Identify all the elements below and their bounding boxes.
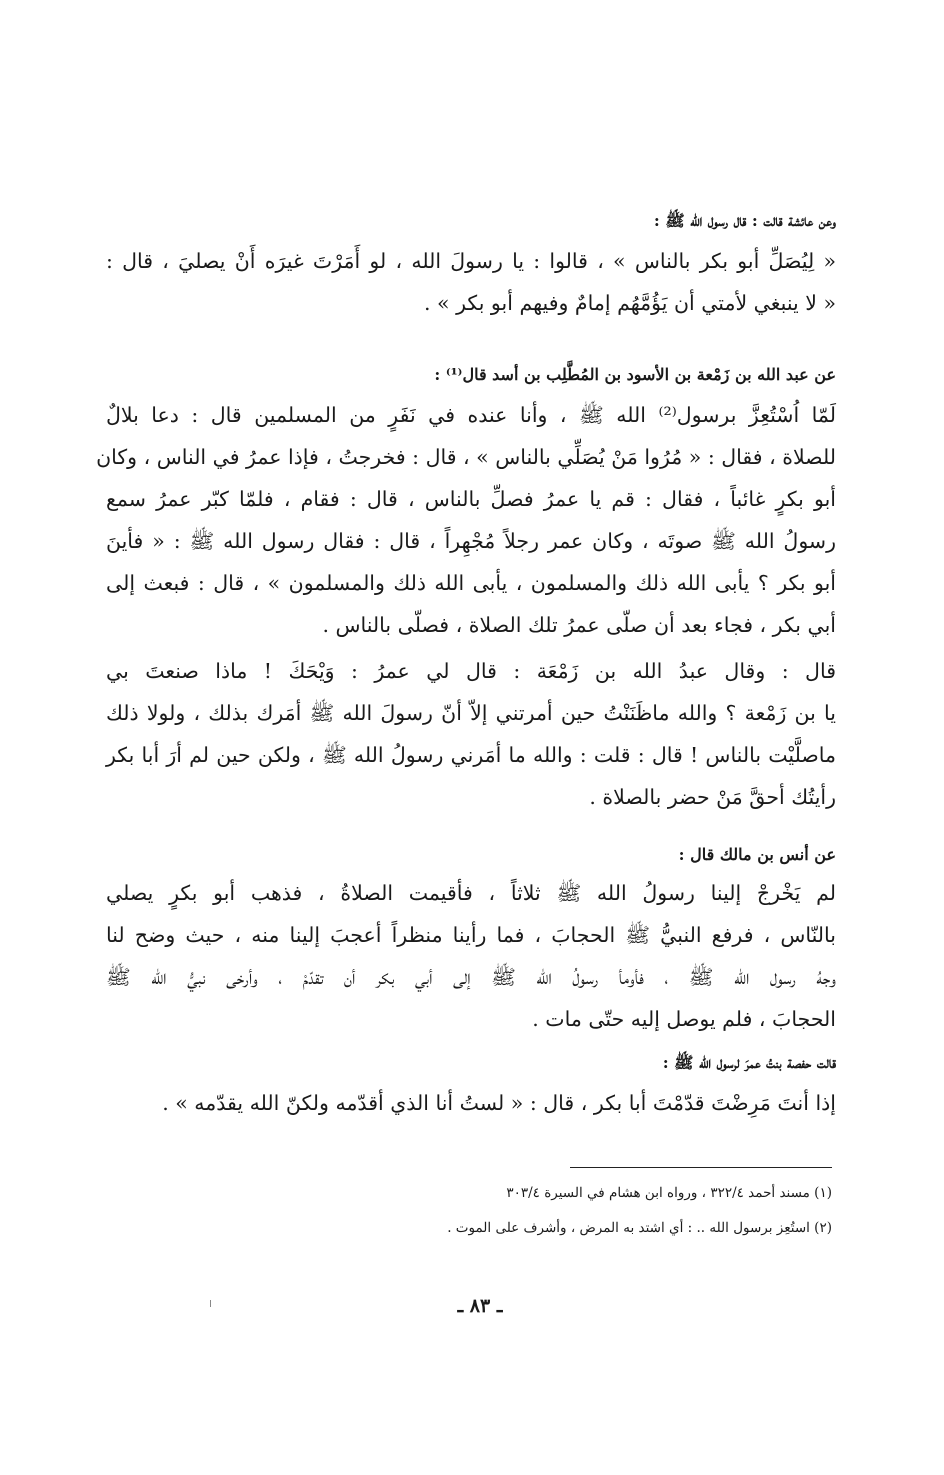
footnote-divider [570,1167,832,1168]
section-5-paragraph [106,1082,836,1124]
section-4-line-1: لم يَخْرجْ إلينا رسولُ الله ﷺ ثلاثاً ، فأقيمت الصلاةُ ، فذهب أبو بكرٍ يصلي [106,881,836,905]
section-3-line-4: رأيتُك أحقَّ مَنْ حضر بالصلاة . [589,785,836,809]
footnote-2: (٢) استُعِز برسول الله .. : أي اشتد به المرض ، وأشرف على الموت . [447,1220,832,1236]
section-2-heading: عن عبد الله بن زَمْعة بن الأسود بن المُطَّلِب بن أسد قال⁽¹⁾ : [434,365,836,384]
section-4-line-2: بالنّاس ، فرفع النبيُّ ﷺ الحجابَ ، فما رأينا منظراً أعجبَ إلينا منه ، حيث وضح لنا [106,923,836,947]
section-4-line-4: الحجابَ ، فلم يوصل إليه حتّى مات . [532,1007,836,1031]
section-2-line-1: لَمّا اُسْتُعِزَّ برسول⁽²⁾ الله ﷺ ، وأنا عنده في نَفَرٍ من المسلمين قال : دعا بلالٌ [106,403,836,427]
section-1-heading: وعن عائشة قالت : قال رسول الله ﷺ : [653,211,836,230]
section-2-line-5: أبو بكر ؟ يأبى الله ذلك والمسلمون ، يأبى الله ذلك والمسلمون » ، قال : فبعث إلى [106,571,836,595]
section-1-paragraph [106,240,836,324]
section-2-line-3: أبو بكرٍ غائباً ، فقال : قم يا عمرُ فصلِّ بالناس ، قال : فقام ، فلمّا كبّر عمرُ سمع [106,487,836,511]
section-4-line-3: وجهُ رسول الله ﷺ ، فأومأ رسولُ الله ﷺ إلى أبي بكر أن تقدّمْ ، وأرخى نبيُّ الله ﷺ [106,965,836,989]
section-2-paragraph [96,394,836,646]
section-3-paragraph [106,650,836,818]
footnote-1: (١) مسند أحمد ٣٢٢/٤ ، ورواه ابن هشام في السيرة ٣٠٣/٤ [506,1185,832,1201]
section-3-line-3: ماصلَّيْت بالناس ! قال : قلت : والله ما أمَرني رسولُ الله ﷺ ، ولكن حين لم أرَ أبا بكر [106,743,836,767]
section-2-line-2: للصلاة ، فقال : « مُرُوا مَنْ يُصَلِّي بالناس » ، قال : فخرجتُ ، فإذا عمرُ في الناس ، وكان [96,445,836,469]
section-1-line-2: « لا ينبغي لأمتي أن يَؤُمَّهُم إمامٌ وفيهم أبو بكر » . [423,291,836,315]
section-3-line-1: قال : وقال عبدُ الله بن زَمْعَة : قال لي عمرُ : وَيْحَكَ ! ماذا صنعتَ بي [106,659,836,683]
section-3-line-2: يا بن زَمْعة ؟ والله ماظَنَنْتُ حين أمرتني إلاّ أنّ رسولَ الله ﷺ أمَرك بذلك ، ولولا ذلك [106,701,836,725]
section-4-heading: عن أنس بن مالك قال : [678,845,836,864]
section-4-paragraph [106,872,836,1040]
section-2-line-4: رسولُ الله ﷺ صوتَه ، وكان عمر رجلاً مُجْهِراً ، قال : فقال رسول الله ﷺ : « فأينَ [106,529,836,553]
section-5-heading: قالت حفصة بنتُ عمرَ لرسول الله ﷺ : [662,1053,836,1072]
section-5-line-1: إذا أنتَ مَرِضْتَ قدّمْتَ أبا بكر ، قال : « لستُ أنا الذي أقدّمه ولكنّ الله يقدّمه » . [162,1091,836,1115]
section-2-line-6: أبي بكر ، فجاء بعد أن صلّى عمرُ تلك الصلاة ، فصلّى بالناس . [322,613,836,637]
section-1-line-1: « لِيُصَلِّ أبو بكر بالناس » ، قالوا : يا رسولَ الله ، لو أَمَرْتَ غيرَه أَنْ يصليَ ، قال : [106,249,836,273]
page-number: ـ ٨٣ ـ [457,1295,503,1317]
scan-artifact [210,1300,211,1307]
